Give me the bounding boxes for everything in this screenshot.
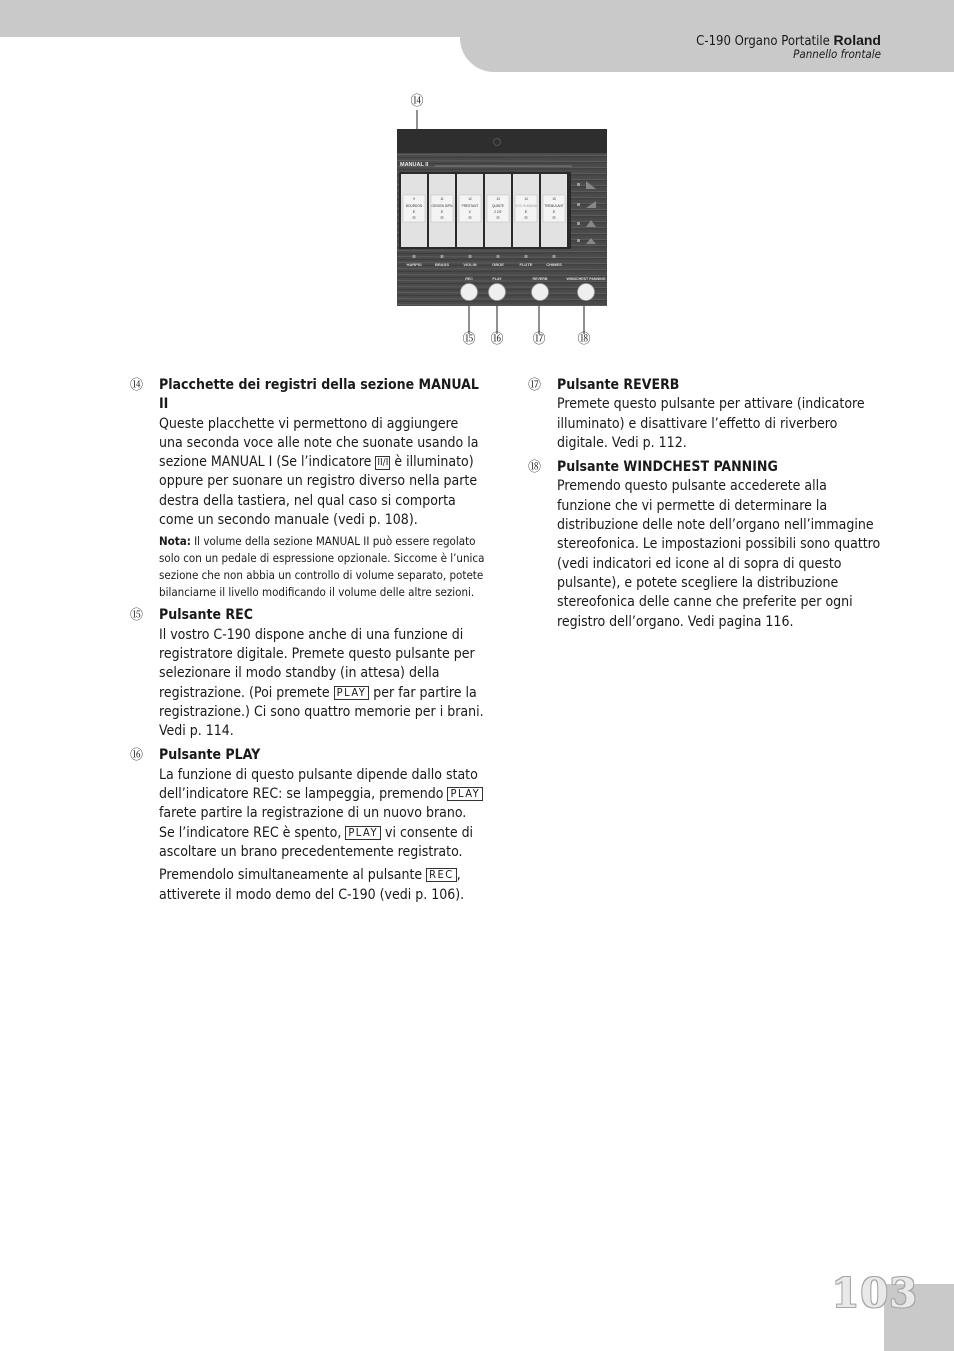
item-number: ⑰ — [528, 378, 542, 393]
voice-label: VIOLIN — [463, 262, 477, 267]
reverb-button-illustration — [532, 284, 549, 301]
voice-label: CHIMES — [546, 262, 562, 267]
item-text: Il vostro C-190 dispone anche di una funzione di registratore digitale. Premete questo pulsante per selezionare il modo standby (in attesa) della registrazione. (Poi premete PLAY per far partire la registrazione.) Ci sono quattro memorie per i brani. Vedi p. 114. — [159, 626, 484, 740]
voice-label: OBOE — [492, 262, 504, 267]
item-17 — [528, 376, 884, 453]
item-16 — [130, 746, 485, 904]
tab-feet: 8' — [552, 210, 556, 214]
tab-number: 9 — [413, 197, 415, 201]
item-text: Premendolo simultaneamente al pulsante REC , attiverete il modo demo del C-190 (vedi p. 106). — [159, 867, 465, 903]
item-text: Premete questo pulsante per attivare (indicatore illuminato) e disattivare l’effetto di riverbero digitale. Vedi p. 112. — [557, 396, 865, 451]
tab-name: PRESTANT — [461, 204, 479, 208]
tab-name: TREMULANT — [544, 204, 564, 208]
tab-number: 11 — [440, 197, 444, 201]
callout-17: ⑰ — [532, 332, 546, 347]
panel-section-label: MANUAL II — [400, 162, 429, 168]
item-18 — [528, 458, 884, 632]
voice-label: FLUTE — [519, 262, 533, 267]
item-number: ⑮ — [130, 608, 144, 624]
header-title: C-190 Organo Portatile Roland — [696, 32, 881, 49]
tab-feet: 4' — [468, 210, 472, 214]
play-label: PLAY — [492, 277, 502, 281]
tab-name: QUINTE — [491, 204, 505, 208]
play-button-illustration — [489, 284, 506, 301]
rec-button-illustration — [461, 284, 478, 301]
windchest-button-illustration — [578, 284, 595, 301]
rec-key-ref: REC — [426, 868, 457, 882]
header-section: Pannello frontale — [793, 47, 881, 61]
tab-number: 13 — [496, 197, 500, 201]
left-column — [130, 376, 485, 910]
windchest-label: WINDCHEST PANNING — [566, 277, 606, 281]
panel-illustration — [397, 129, 607, 306]
tab-number: 14 — [524, 197, 528, 201]
callout-18: ⑱ — [577, 332, 591, 347]
brand-logo: Roland — [833, 32, 881, 48]
tab-feet: 8' — [440, 210, 444, 214]
item-text: Premendo questo pulsante accederete alla funzione che vi permette di determinare la distribuzione delle note dell’organo nell’immagine stereofonica. Le impostazioni possibili sono quattro (vedi indicatori ed icone al di sopra di questo pulsante), e potete scegliere la distribuzione stereofonica delle canne che preferite per ogni registro dell’organo. Vedi pagina 116. — [557, 478, 881, 630]
voice-label: HARPSI — [406, 262, 422, 267]
right-column — [528, 376, 884, 637]
rec-label: REC — [465, 277, 473, 281]
note: Nota: Il volume della sezione MANUAL II può essere regolato solo con un pedale di espressione opzionale. Siccome è l’unica sezione che non abbia un controllo di volume separato, potete bilanciarne il livello modificando il volume delle altre sezioni. — [159, 534, 485, 600]
item-heading: Placchette dei registri della sezione MANUAL II — [159, 377, 479, 413]
item-text: La funzione di questo pulsante dipende dallo stato dell’indicatore REC: se lampeggia, premendo PLAY farete partire la registrazione di un nuovo brano. Se l’indicatore REC è spento, PLAY vi consente di ascoltare un brano precedentemente registrato. — [159, 766, 485, 862]
callout-15: ⑮ — [462, 332, 476, 347]
tab-name: BOURDON — [405, 204, 423, 208]
play-key-ref: PLAY — [447, 787, 483, 801]
item-number: ⑱ — [528, 460, 542, 476]
tab-number: 15 — [552, 197, 556, 201]
callout-14: ⑭ — [410, 94, 424, 109]
item-heading: Pulsante WINDCHEST PANNING — [557, 459, 778, 476]
item-number: ⑯ — [130, 748, 144, 764]
reverb-label: REVERB — [532, 277, 548, 281]
item-heading: Pulsante REVERB — [557, 377, 680, 393]
tab-feet: 2 2/3' — [494, 210, 502, 214]
tab-name: GEIGEN DIPN — [431, 204, 453, 208]
tab-feet: 8' — [524, 210, 528, 214]
play-key-ref: PLAY — [345, 826, 381, 840]
manual-coupler-icon: II/I — [377, 457, 389, 469]
item-15 — [130, 606, 485, 741]
play-key-ref: PLAY — [334, 686, 370, 700]
item-heading: Pulsante PLAY — [159, 747, 261, 764]
item-number: ⑭ — [130, 378, 144, 393]
tab-feet: 8' — [412, 210, 416, 214]
item-heading: Pulsante REC — [159, 607, 253, 624]
item-text: Queste placchette vi permettono di aggiungere una seconda voce alle note che suonate usando la sezione MANUAL I (Se l’indicatore II/I è illuminato) oppure per suonare un registro diverso nella parte destra della tastiera, nel qual caso si comporta come un secondo manuale (vedi p. 108). — [159, 415, 479, 529]
tab-name: VOX HUMANA — [515, 204, 537, 208]
tab-number: 12 — [468, 197, 472, 201]
page-number: 103 — [831, 1270, 918, 1317]
voice-label: BRASS — [434, 262, 450, 267]
item-14 — [130, 376, 485, 601]
callout-16: ⑯ — [490, 332, 504, 347]
